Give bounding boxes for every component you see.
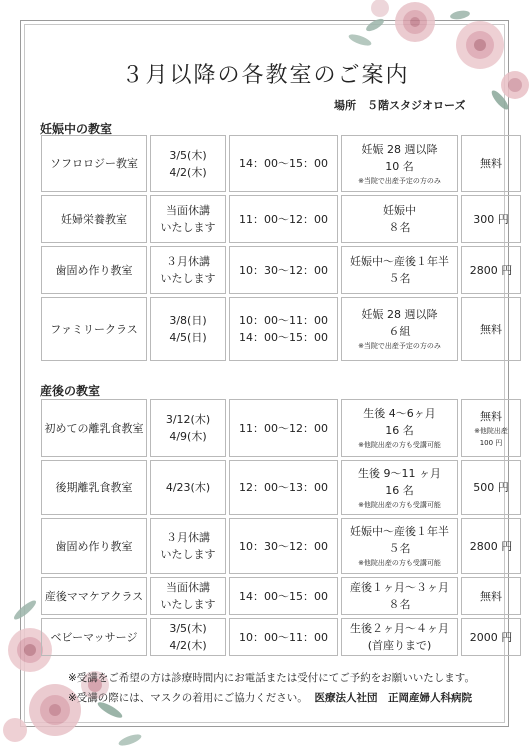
- table-row: [41, 246, 521, 294]
- class-table-postpartum: [38, 396, 524, 659]
- venue-label: 場所 ５階スタジオローズ: [334, 99, 466, 112]
- class-fee: 無料: [461, 135, 521, 192]
- class-name: 歯固め作り教室: [41, 246, 147, 294]
- class-target: 妊娠中〜産後１年半 ５名 ※他院出産の方も受講可能: [341, 518, 458, 574]
- table-row: [41, 577, 521, 615]
- page-title: ３月以降の各教室のご案内: [121, 63, 410, 88]
- class-time: 11：00〜12：00: [229, 399, 338, 457]
- class-date: 3/5(木) 4/2(木): [150, 135, 226, 192]
- class-date: 3/12(木) 4/9(木): [150, 399, 226, 457]
- class-target: 産後１ヶ月〜３ヶ月 ８名: [341, 577, 458, 615]
- class-date: ３月休講 いたします: [150, 246, 226, 294]
- class-target: 生後２ヶ月〜４ヶ月 (首座りまで): [341, 618, 458, 656]
- class-name: 妊婦栄養教室: [41, 195, 147, 243]
- class-name: 産後ママケアクラス: [41, 577, 147, 615]
- class-date: 3/8(日) 4/5(日): [150, 297, 226, 361]
- table-row: [41, 518, 521, 574]
- class-name: 初めての離乳食教室: [41, 399, 147, 457]
- table-row: [41, 297, 521, 361]
- class-time: 12：00〜13：00: [229, 460, 338, 515]
- reservation-note: ※受講をご希望の方は診療時間内にお電話または受付にてご予約をお願いいたします。: [68, 672, 475, 684]
- class-time: 10：00〜11：00: [229, 618, 338, 656]
- class-time: 11：00〜12：00: [229, 195, 338, 243]
- class-target: 妊娠中〜産後１年半 ５名: [341, 246, 458, 294]
- class-name: ソフロロジー教室: [41, 135, 147, 192]
- section-heading-pregnancy: 妊娠中の教室: [40, 122, 113, 136]
- class-time: 10：00〜11：00 14：00〜15：00: [229, 297, 338, 361]
- class-fee: 2800 円: [461, 518, 521, 574]
- class-fee: 2800 円: [461, 246, 521, 294]
- table-row: [41, 460, 521, 515]
- class-date: ３月休講 いたします: [150, 518, 226, 574]
- class-target: 生後 4〜6ヶ月 16 名 ※他院出産の方も受講可能: [341, 399, 458, 457]
- section-heading-postpartum: 産後の教室: [40, 384, 101, 398]
- class-name: ベビーマッサージ: [41, 618, 147, 656]
- class-date: 当面休講 いたします: [150, 195, 226, 243]
- table-row: [41, 618, 521, 656]
- class-table-pregnancy: [38, 132, 524, 364]
- table-row: [41, 399, 521, 457]
- hospital-name: 医療法人社団 正岡産婦人科病院: [314, 692, 472, 704]
- class-target: 妊娠中 ８名: [341, 195, 458, 243]
- class-name: 歯固め作り教室: [41, 518, 147, 574]
- class-date: 当面休講 いたします: [150, 577, 226, 615]
- class-time: 14：00〜15：00: [229, 135, 338, 192]
- class-target: 生後 9〜11 ヶ月 16 名 ※他院出産の方も受講可能: [341, 460, 458, 515]
- class-fee: 500 円: [461, 460, 521, 515]
- class-target: 妊娠 28 週以降 ６組 ※当院で出産予定の方のみ: [341, 297, 458, 361]
- class-time: 10：30〜12：00: [229, 518, 338, 574]
- table-row: [41, 195, 521, 243]
- class-date: 4/23(木): [150, 460, 226, 515]
- class-fee: 無料: [461, 297, 521, 361]
- class-target: 妊娠 28 週以降 10 名 ※当院で出産予定の方のみ: [341, 135, 458, 192]
- class-fee: 300 円: [461, 195, 521, 243]
- table-row: [41, 135, 521, 192]
- class-time: 14：00〜15：00: [229, 577, 338, 615]
- class-time: 10：30〜12：00: [229, 246, 338, 294]
- class-fee: 無料: [461, 577, 521, 615]
- class-fee: 無料 ※他院出産 100 円: [461, 399, 521, 457]
- class-fee: 2000 円: [461, 618, 521, 656]
- mask-note: ※受講の際には、マスクの着用にご協力ください。 医療法人社団 正岡産婦人科病院: [68, 692, 472, 704]
- class-date: 3/5(木) 4/2(木): [150, 618, 226, 656]
- class-name: 後期離乳食教室: [41, 460, 147, 515]
- class-name: ファミリークラス: [41, 297, 147, 361]
